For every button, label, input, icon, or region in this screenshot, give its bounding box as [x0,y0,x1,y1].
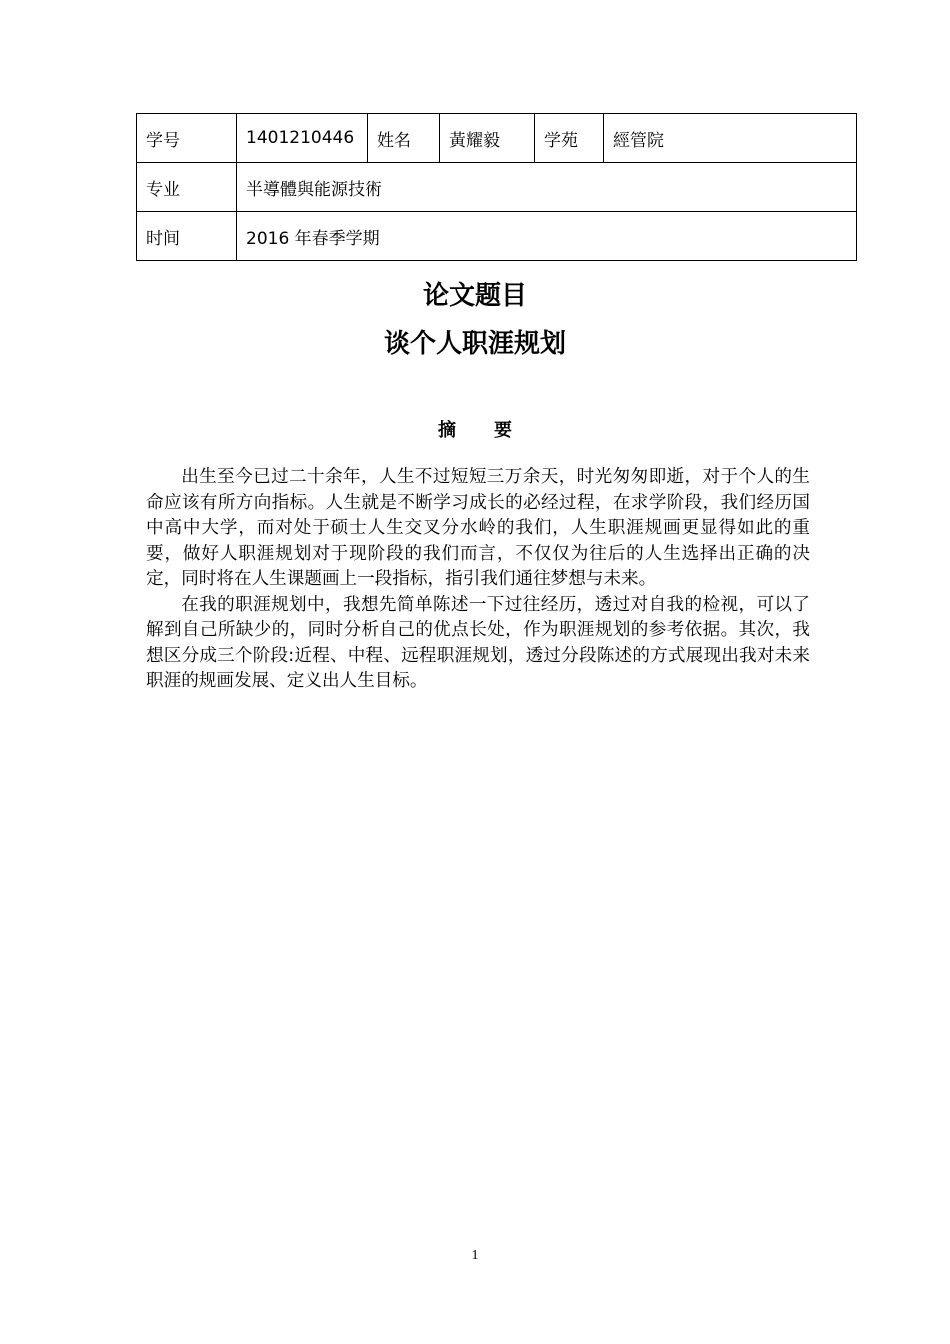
paper-title: 谈个人职涯规划 [383,329,566,359]
abstract-heading [0,416,950,442]
college-label: 学苑 [535,114,604,163]
table-row [137,212,857,261]
abstract-heading-char: 摘 [438,420,456,441]
student-id-label: 学号 [137,114,237,163]
table-row [137,114,857,163]
name-value: 黃耀毅 [440,114,535,163]
term-label: 时间 [137,212,237,261]
college-value: 經管院 [604,114,857,163]
term-value: 2016 年春季学期 [237,212,857,261]
major-value: 半導體與能源技術 [237,163,857,212]
abstract-paragraph: 在我的职涯规划中，我想先简单陈述一下过往经历，透过对自我的检视，可以了解到自己所缺少的，同时分析自己的优点长处，作为职涯规划的参考依据。其次，我想区分成三个阶段:近程、中程、远程职涯规划，透过分段陈述的方式展现出我对未来职涯的规画发展、定义出人生目标。 [146,594,810,691]
student-id-value: 1401210446 [237,114,368,163]
page-number: 1 [471,1248,479,1263]
major-label: 专业 [137,163,237,212]
abstract-heading-char: 要 [494,420,512,441]
table-row [137,163,857,212]
student-info-table [136,113,857,261]
paper-title-label: 论文题目 [422,281,527,311]
abstract-body [146,465,810,695]
name-label: 姓名 [368,114,440,163]
abstract-paragraph: 出生至今已过二十余年，人生不过短短三万余天，时光匆匆即逝，对于个人的生命应该有所方向指标。人生就是不断学习成长的必经过程，在求学阶段，我们经历国中高中大学，而对处于硕士人生交叉分水岭的我们，人生职涯规画更显得如此的重要，做好人职涯规划对于现阶段的我们而言，不仅仅为往后的人生选择出正确的决定，同时将在人生课题画上一段指标，指引我们通往梦想与未来。 [146,467,810,589]
